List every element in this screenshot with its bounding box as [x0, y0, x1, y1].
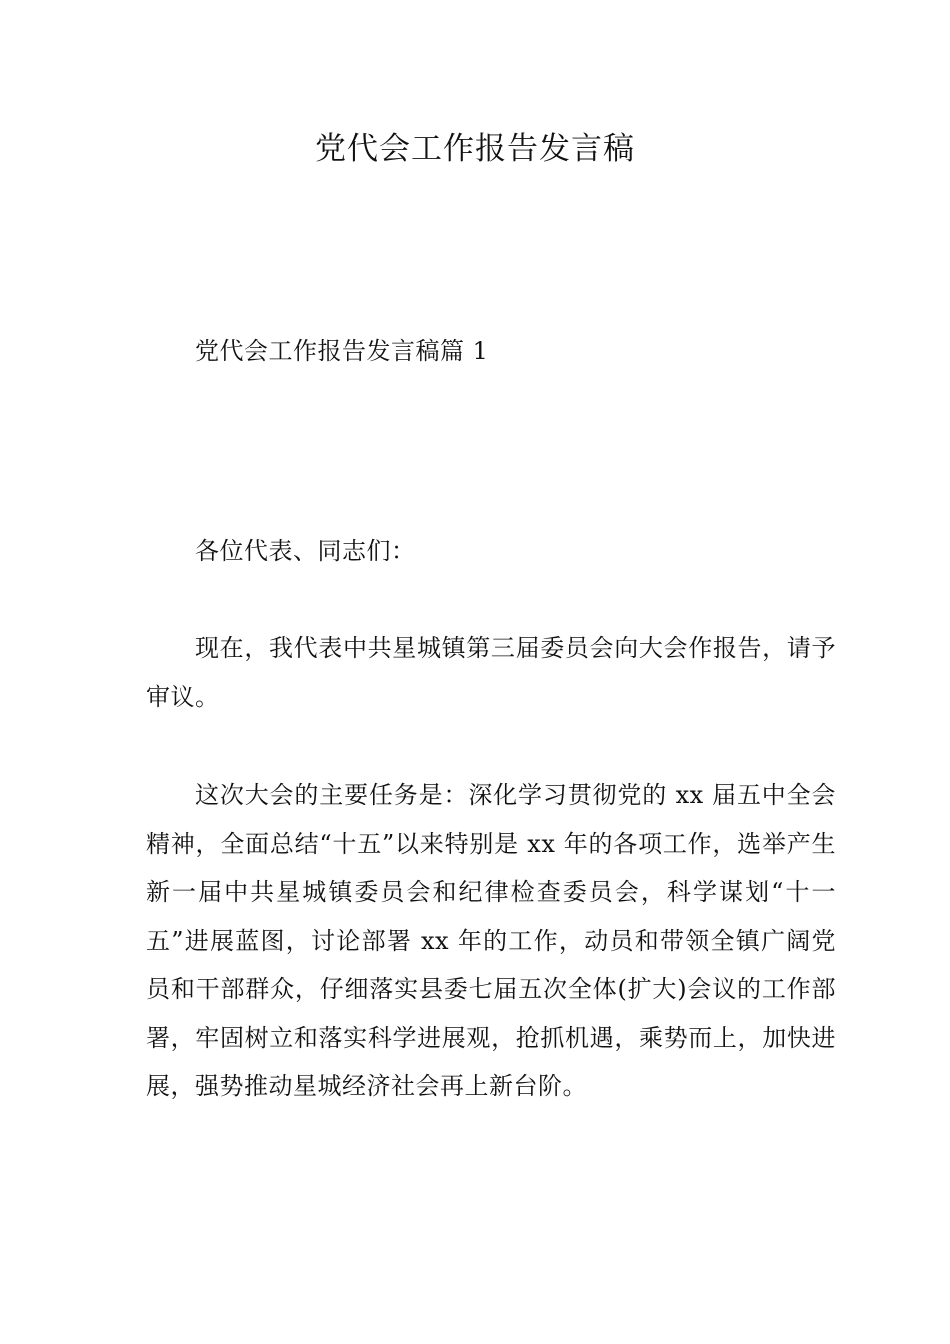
- greeting-line: 各位代表、同志们：: [195, 537, 416, 565]
- body-paragraph-1: 现在，我代表中共星城镇第三届委员会向大会作报告，请予审议。: [146, 634, 836, 711]
- body-paragraph-2: 这次大会的主要任务是：深化学习贯彻党的 xx 届五中全会精神，全面总结“十五”以来特别是 xx 年的各项工作，选举产生新一届中共星城镇委员会和纪律检查委员会，科学谋划“十一五”进展蓝图，讨论部署 xx 年的工作，动员和带领全镇广阔党员和干部群众，仔细落实县委七届五次全体(扩大)会议的工作部署，牢固树立和落实科学进展观，抢抓机遇，乘势而上，加快进展，强势推动星城经济社会再上新台阶。: [146, 781, 836, 1100]
- section-heading: 党代会工作报告发言稿篇 1: [195, 337, 489, 365]
- document-title: 党代会工作报告发言稿: [315, 131, 635, 167]
